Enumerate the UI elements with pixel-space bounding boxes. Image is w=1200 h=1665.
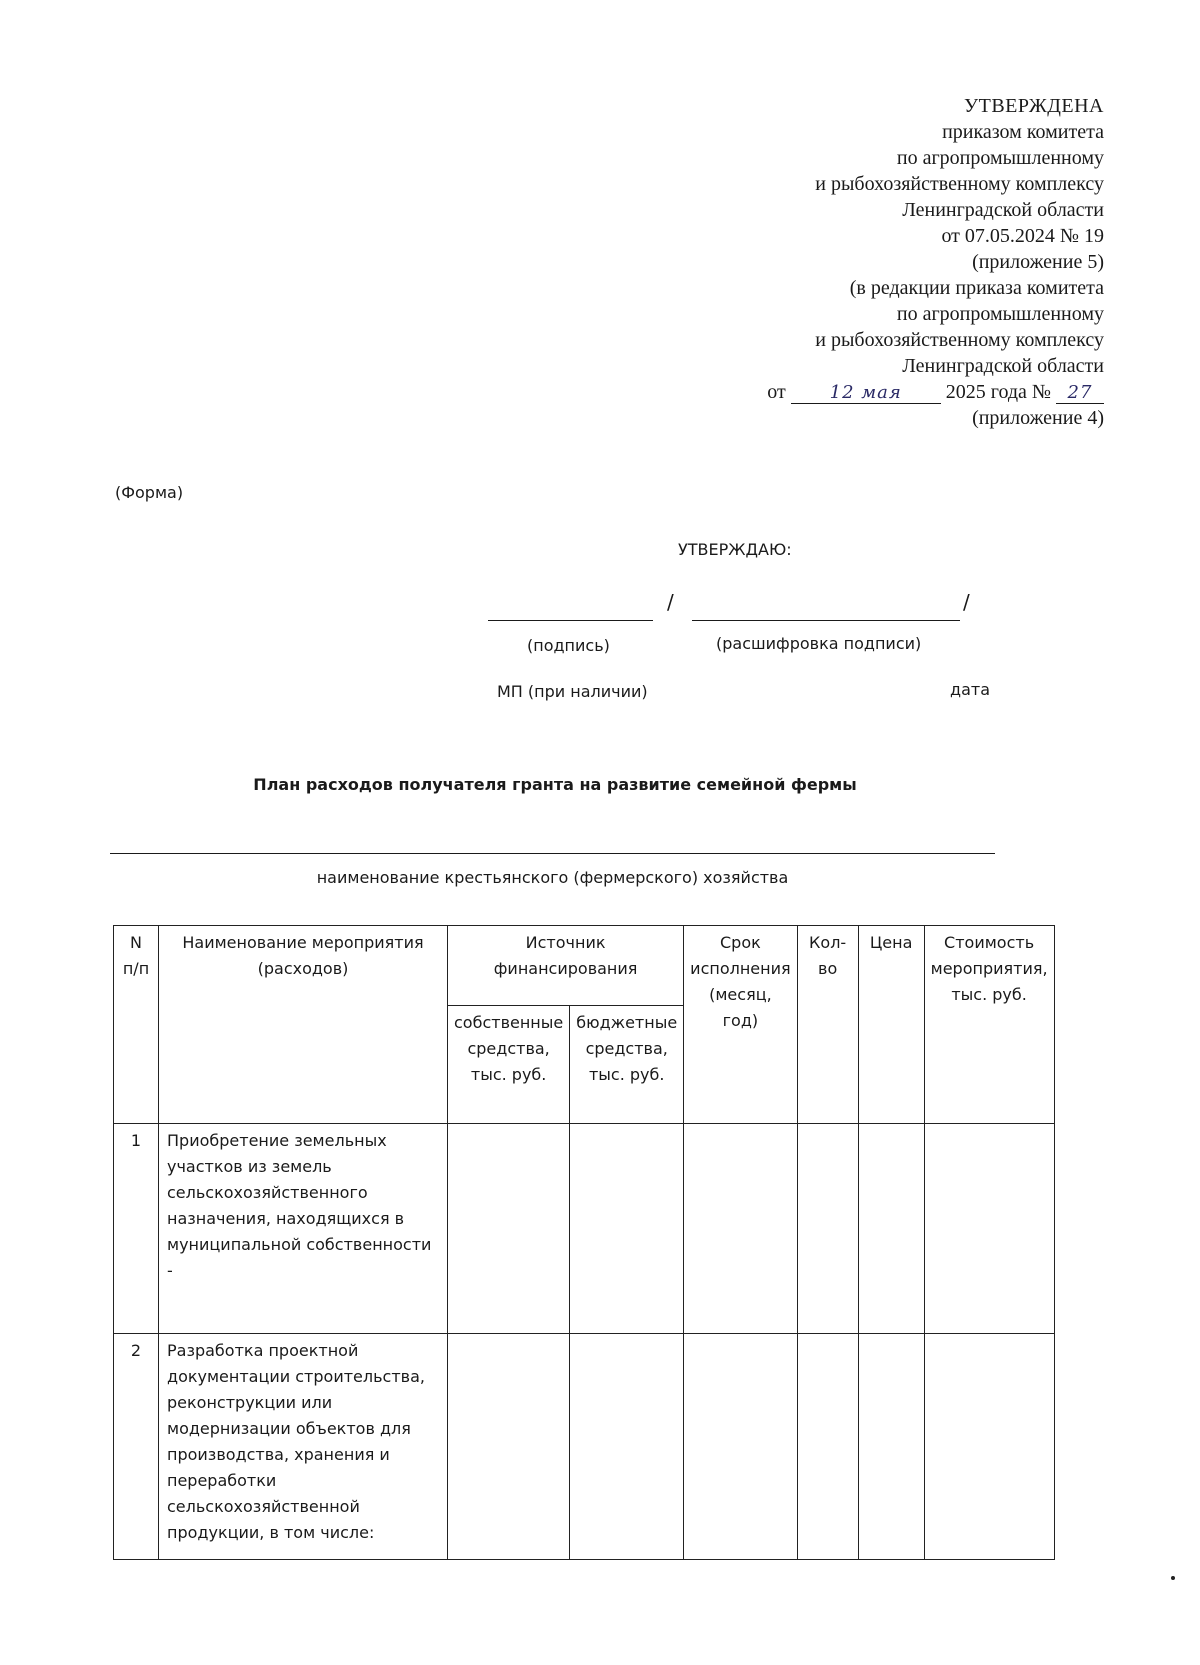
plan-title: План расходов получателя гранта на развитие семейной фермы	[253, 775, 857, 794]
cell-qty	[797, 1124, 858, 1334]
table-row	[114, 1334, 1055, 1560]
order-date-field	[791, 382, 941, 404]
date-caption: дата	[950, 680, 990, 699]
approval-line: от 07.05.2024 № 19	[941, 225, 1104, 247]
handwritten-number: 27	[1067, 382, 1093, 403]
approval-line: и рыбохозяйственному комплексу	[815, 173, 1104, 195]
order-reference-line	[767, 379, 1104, 405]
approval-line: по агропромышленному	[896, 147, 1104, 169]
cell-own-funds	[448, 1124, 570, 1334]
header-name: Наименование мероприятия (расходов)	[159, 926, 448, 1124]
row-num: 2	[114, 1334, 159, 1560]
approve-title: УТВЕРЖДАЮ:	[678, 540, 792, 559]
expense-plan-table	[113, 925, 1055, 1560]
header-num: N п/п	[114, 926, 159, 1124]
row-note: -	[167, 1261, 173, 1280]
approval-appendix: (приложение 4)	[972, 407, 1104, 429]
table-header-row	[114, 926, 1055, 1006]
approval-line: по агропромышленному	[896, 303, 1104, 325]
form-label: (Форма)	[115, 483, 184, 502]
cell-price	[858, 1334, 924, 1560]
cell-budget-funds	[570, 1124, 684, 1334]
slash-separator: /	[963, 590, 970, 614]
row-name: Приобретение земельных участков из земель сельскохозяйственного назначения, находящихся в муниципальной собственности	[167, 1131, 432, 1254]
row-name: Разработка проектной документации строительства, реконструкции или модернизации объектов для производства, хранения и переработки сельскохозяйственной продукции, в том числе:	[167, 1341, 425, 1542]
row-name-cell	[159, 1334, 448, 1560]
cell-cost	[924, 1124, 1054, 1334]
order-number-field	[1056, 382, 1104, 404]
cell-cost	[924, 1334, 1054, 1560]
order-year: 2025 года №	[945, 381, 1051, 403]
header-price: Цена	[858, 926, 924, 1124]
approval-line: Ленинградской области	[902, 199, 1104, 221]
decoding-caption: (расшифровка подписи)	[716, 634, 922, 653]
signature-decoding-line	[692, 620, 960, 621]
header-term: Срок исполнения (месяц, год)	[684, 926, 797, 1124]
approval-line: Ленинградской области	[902, 355, 1104, 377]
header-qty: Кол-во	[797, 926, 858, 1124]
header-budget-funds: бюджетные средства, тыс. руб.	[570, 1006, 684, 1124]
approval-line: приказом комитета	[942, 121, 1104, 143]
table-row	[114, 1124, 1055, 1334]
handwritten-date: 12 мая	[829, 382, 902, 403]
cell-budget-funds	[570, 1334, 684, 1560]
org-caption: наименование крестьянского (фермерского) хозяйства	[316, 868, 789, 887]
approval-line: и рыбохозяйственному комплексу	[815, 329, 1104, 351]
header-source: Источник финансирования	[448, 926, 684, 1006]
approval-line: (в редакции приказа комитета	[849, 277, 1104, 299]
cell-price	[858, 1124, 924, 1334]
signature-caption: (подпись)	[527, 636, 610, 655]
slash-separator: /	[667, 590, 674, 614]
header-cost: Стоимость мероприятия, тыс. руб.	[924, 926, 1054, 1124]
cell-qty	[797, 1334, 858, 1560]
stamp-caption: МП (при наличии)	[497, 682, 648, 701]
row-num: 1	[114, 1124, 159, 1334]
signature-line	[488, 620, 653, 621]
cell-term	[684, 1334, 797, 1560]
header-own-funds: собственные средства, тыс. руб.	[448, 1006, 570, 1124]
row-name-cell	[159, 1124, 448, 1334]
org-name-line	[110, 853, 995, 854]
order-prefix: от	[767, 381, 786, 403]
cell-own-funds	[448, 1334, 570, 1560]
scan-speck	[1171, 1576, 1175, 1580]
approval-title: УТВЕРЖДЕНА	[963, 95, 1104, 117]
approval-block	[767, 93, 1104, 431]
approval-line: (приложение 5)	[972, 251, 1104, 273]
cell-term	[684, 1124, 797, 1334]
